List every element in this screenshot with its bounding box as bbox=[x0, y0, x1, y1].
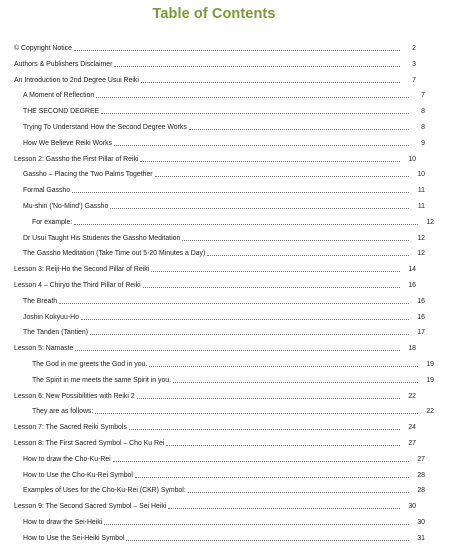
toc-entry-page-number: 8 bbox=[421, 124, 425, 131]
toc-entry[interactable] bbox=[0, 389, 442, 401]
toc-entry[interactable] bbox=[0, 57, 442, 69]
dot-leader bbox=[137, 398, 400, 399]
toc-entry[interactable] bbox=[0, 41, 442, 53]
toc-entry[interactable] bbox=[0, 341, 442, 353]
dot-leader bbox=[129, 429, 400, 430]
toc-entry[interactable] bbox=[0, 120, 451, 132]
dot-leader bbox=[149, 366, 418, 367]
toc-entry-title: Formal Gassho bbox=[23, 187, 71, 195]
dot-leader bbox=[140, 161, 400, 162]
toc-entry[interactable] bbox=[0, 468, 451, 480]
toc-entry-title: Lesson 6: New Possibilities with Reiki 2 bbox=[14, 392, 135, 400]
toc-entry-page-number: 16 bbox=[417, 297, 425, 305]
toc-entry-page-number: 30 bbox=[417, 519, 425, 526]
dot-leader bbox=[189, 129, 409, 130]
toc-entry[interactable] bbox=[0, 136, 451, 148]
toc-entry[interactable] bbox=[0, 152, 442, 164]
toc-entry-page-number: 12 bbox=[417, 250, 425, 258]
toc-entry[interactable] bbox=[0, 531, 451, 543]
toc-entry[interactable] bbox=[0, 515, 451, 527]
toc-entry-page-number: 9 bbox=[421, 139, 425, 147]
toc-entry-title: A Moment of Reflection bbox=[23, 92, 95, 100]
toc-entry-page-number: 27 bbox=[408, 440, 416, 447]
toc-entry[interactable] bbox=[0, 436, 442, 448]
toc-entry-page-number: 28 bbox=[417, 471, 425, 479]
toc-entry-title: For example: bbox=[32, 218, 73, 226]
page-title: Table of Contents bbox=[152, 6, 276, 22]
toc-entry-page-number: 16 bbox=[417, 313, 425, 321]
toc-entry-title: The Gassho Meditation (Take Time out 5-20 Minutes a Day) bbox=[23, 250, 206, 258]
toc-entry-page-number: 22 bbox=[408, 392, 416, 400]
dot-leader bbox=[114, 145, 409, 146]
toc-entry[interactable] bbox=[0, 294, 451, 306]
toc-entry-title: Gassho – Placing the Two Palms Together bbox=[23, 171, 153, 179]
toc-entry[interactable] bbox=[0, 483, 451, 495]
toc-entry-title: How to Use the Sei-Heiki Symbol bbox=[23, 534, 125, 542]
toc-entry-page-number: 19 bbox=[426, 361, 434, 368]
toc-entry[interactable] bbox=[0, 215, 460, 227]
dot-leader bbox=[74, 50, 400, 51]
toc-entry-page-number: 22 bbox=[426, 408, 434, 416]
dot-leader bbox=[166, 445, 400, 446]
toc-entry-title: Lesson 2: Gassho the First Pillar of Reiki bbox=[14, 155, 139, 163]
toc-entry-title: The Tanden (Tantien) bbox=[23, 329, 88, 337]
toc-entry-title: Mu-shin ('No-Mind') Gassho bbox=[23, 203, 109, 210]
toc-entry[interactable] bbox=[0, 231, 451, 243]
toc-entry-title: Lesson 7: The Sacred Reiki Symbols bbox=[14, 424, 127, 432]
toc-entry-title: THE SECOND DEGREE bbox=[23, 108, 100, 116]
toc-entry[interactable] bbox=[0, 452, 451, 464]
toc-entry-page-number: 11 bbox=[417, 203, 425, 210]
toc-entry-page-number: 11 bbox=[417, 187, 425, 195]
toc-entry[interactable] bbox=[0, 246, 451, 258]
dot-leader bbox=[74, 224, 418, 225]
toc-entry-page-number: 19 bbox=[426, 376, 434, 384]
toc-entry-page-number: 30 bbox=[408, 503, 416, 511]
toc-entry-page-number: 28 bbox=[417, 487, 425, 495]
toc-entry[interactable] bbox=[0, 167, 451, 179]
dot-leader bbox=[173, 382, 418, 383]
toc-entry-title: Lesson 5: Namaste bbox=[14, 345, 74, 353]
toc-entry-page-number: 8 bbox=[421, 108, 425, 116]
toc-entry-title: An Introduction to 2nd Degree Usui Reiki bbox=[14, 76, 139, 84]
toc-entry-title: Lesson 8: The First Sacred Symbol – Cho Ku Rei bbox=[14, 440, 165, 447]
toc-entry-title: The God in me greets the God in you. bbox=[32, 361, 148, 368]
dot-leader bbox=[95, 413, 418, 414]
toc-entry-page-number: 31 bbox=[417, 534, 425, 542]
toc-entry-page-number: 18 bbox=[408, 345, 416, 353]
toc-entry[interactable] bbox=[0, 357, 460, 369]
toc-entry-title: Lesson 4 – Chiryo the Third Pillar of Reiki bbox=[14, 282, 141, 289]
toc-entry[interactable] bbox=[0, 404, 460, 416]
dot-leader bbox=[188, 492, 409, 493]
dot-leader bbox=[110, 208, 409, 209]
toc-entry-page-number: 24 bbox=[408, 424, 416, 432]
toc-entry-title: Trying To Understand How the Second Degree Works bbox=[23, 124, 187, 131]
toc-entry-title: They are as follows: bbox=[32, 408, 94, 416]
dot-leader bbox=[81, 319, 409, 320]
toc-entry-title: Lesson 9: The Second Sacred Symbol – Sei Heiki bbox=[14, 503, 167, 511]
toc-entry[interactable] bbox=[0, 278, 442, 290]
toc-entry-page-number: 7 bbox=[412, 76, 416, 84]
dot-leader bbox=[151, 271, 400, 272]
dot-leader bbox=[207, 255, 409, 256]
toc-entry-page-number: 12 bbox=[426, 218, 434, 226]
dot-leader bbox=[155, 176, 409, 177]
toc-entry-title: Authors & Publishers Disclaimer bbox=[14, 60, 113, 68]
dot-leader bbox=[135, 477, 409, 478]
dot-leader bbox=[96, 97, 409, 98]
toc-entry-page-number: 17 bbox=[417, 329, 425, 337]
toc-entry[interactable] bbox=[0, 310, 451, 322]
toc-entry[interactable] bbox=[0, 88, 451, 100]
toc-entry[interactable] bbox=[0, 199, 451, 211]
toc-entry-title: Lesson 3: Reiji-Ho the Second Pillar of Reiki bbox=[14, 266, 150, 274]
toc-entry-title: The Breath bbox=[23, 297, 58, 305]
toc-entry-page-number: 10 bbox=[408, 155, 416, 163]
dot-leader bbox=[114, 66, 400, 67]
dot-leader bbox=[143, 287, 400, 288]
toc-entry-page-number: 12 bbox=[417, 234, 425, 242]
dot-leader bbox=[104, 524, 409, 525]
toc-entry-title: How to draw the Cho-Ku-Rei bbox=[23, 455, 111, 463]
toc-entry-title: How We Believe Reiki Works bbox=[23, 139, 112, 147]
toc-entry[interactable] bbox=[0, 183, 451, 195]
toc-entry[interactable] bbox=[0, 420, 442, 432]
dot-leader bbox=[59, 303, 409, 304]
toc-entry[interactable] bbox=[0, 325, 451, 337]
dot-leader bbox=[182, 240, 409, 241]
toc-entry[interactable] bbox=[0, 104, 451, 116]
dot-leader bbox=[75, 350, 400, 351]
toc-entry-title: Examples of Uses for the Cho-Ku-Rei (CKR) Symbol: bbox=[23, 487, 186, 495]
toc-entry-title: The Spirit in me meets the same Spirit in you. bbox=[32, 376, 172, 384]
toc-entry-title: Joshin Kokyuu-Ho bbox=[23, 313, 79, 321]
toc-entry-page-number: 10 bbox=[417, 171, 425, 179]
dot-leader bbox=[168, 508, 400, 509]
toc-entry-title: How to draw the Sei-Heiki bbox=[23, 519, 103, 526]
toc-entry[interactable] bbox=[0, 499, 442, 511]
dot-leader bbox=[113, 461, 409, 462]
toc-entry[interactable] bbox=[0, 373, 460, 385]
dot-leader bbox=[101, 113, 409, 114]
dot-leader bbox=[90, 334, 409, 335]
toc-entry-page-number: 16 bbox=[408, 282, 416, 289]
toc-entry-page-number: 7 bbox=[421, 92, 425, 100]
toc-entry-page-number: 3 bbox=[412, 60, 416, 68]
toc-entry-page-number: 14 bbox=[408, 266, 416, 274]
dot-leader bbox=[141, 82, 400, 83]
toc-entry-title: © Copyright Notice bbox=[14, 45, 72, 52]
toc-entry[interactable] bbox=[0, 262, 442, 274]
toc-entry-title: Dr Usui Taught His Students the Gassho Meditation bbox=[23, 234, 181, 242]
dot-leader bbox=[126, 540, 409, 541]
dot-leader bbox=[72, 192, 409, 193]
toc-entry-page-number: 27 bbox=[417, 455, 425, 463]
toc-entry-title: How to Use the Cho-Ku-Rei Symbol bbox=[23, 471, 133, 479]
toc-entry[interactable] bbox=[0, 73, 442, 85]
toc-entry-page-number: 2 bbox=[412, 45, 416, 52]
